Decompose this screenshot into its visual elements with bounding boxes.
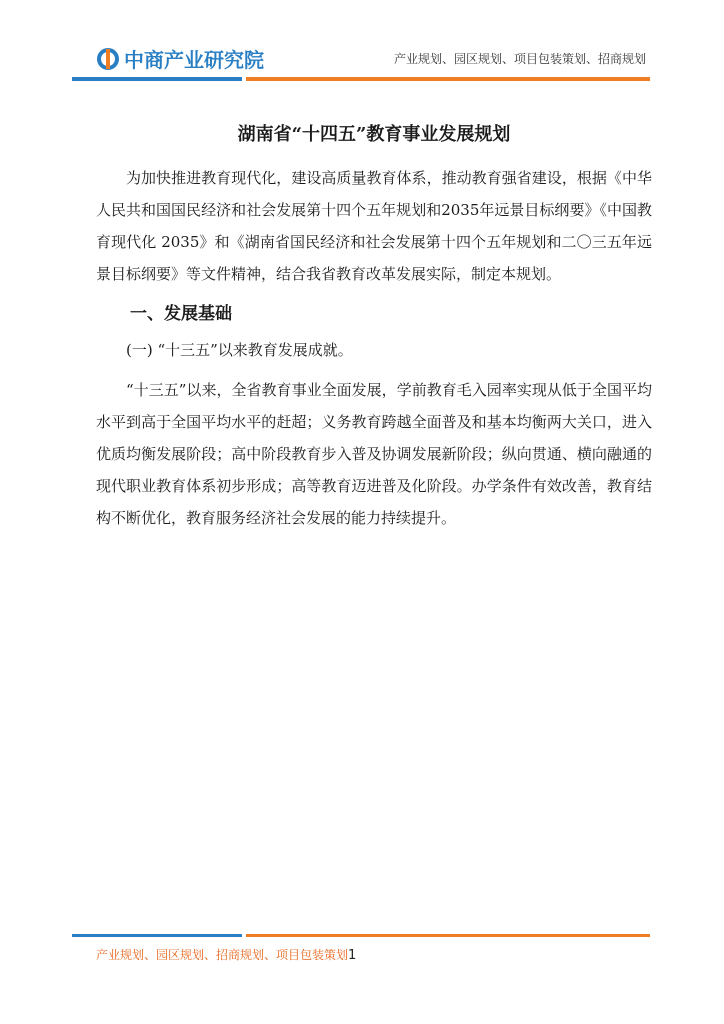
- document-title: 湖南省“十四五”教育事业发展规划: [237, 124, 511, 145]
- page-number: 1: [348, 948, 357, 963]
- intro-paragraph: 为加快推进教育现代化，建设高质量教育体系，推动教育强省建设，根据《中华人民共和国国民经济和社会发展第十四个五年规划和2035年远景目标纲要》《中国教育现代化 2035》和《湖南省国民经济和社会发展第十四个五年规划和二〇三五年远景目标纲要》等文件精神，结合我省教育改革发展实际，制定本规划。: [96, 169, 652, 283]
- document-body: [96, 120, 652, 534]
- company-logo: [96, 44, 264, 73]
- footer-rule-blue: [72, 934, 242, 937]
- subsection-heading: (一) “十三五”以来教育发展成就。: [126, 341, 353, 359]
- achievements-paragraph: “十三五”以来，全省教育事业全面发展，学前教育毛入园率实现从低于全国平均水平到高于全国平均水平的赶超；义务教育跨越全面普及和基本均衡两大关口，进入优质均衡发展阶段；高中阶段教育步入普及协调发展新阶段；纵向贯通、横向融通的现代职业教育体系初步形成；高等教育迈进普及化阶段。办学条件有效改善，教育结构不断优化，教育服务经济社会发展的能力持续提升。: [96, 381, 652, 527]
- section-heading: 一、发展基础: [130, 304, 232, 324]
- header-tagline: 产业规划、园区规划、项目包装策划、招商规划: [393, 52, 646, 66]
- logo-icon: [96, 47, 120, 71]
- logo-text: 中商产业研究院: [124, 48, 264, 72]
- page-header: [0, 0, 724, 90]
- page-footer: [96, 946, 356, 963]
- footer-text: 产业规划、园区规划、招商规划、项目包装策划: [96, 948, 349, 962]
- header-rule-blue: [72, 77, 242, 81]
- footer-rule-orange: [246, 934, 650, 937]
- header-rule-orange: [246, 77, 650, 81]
